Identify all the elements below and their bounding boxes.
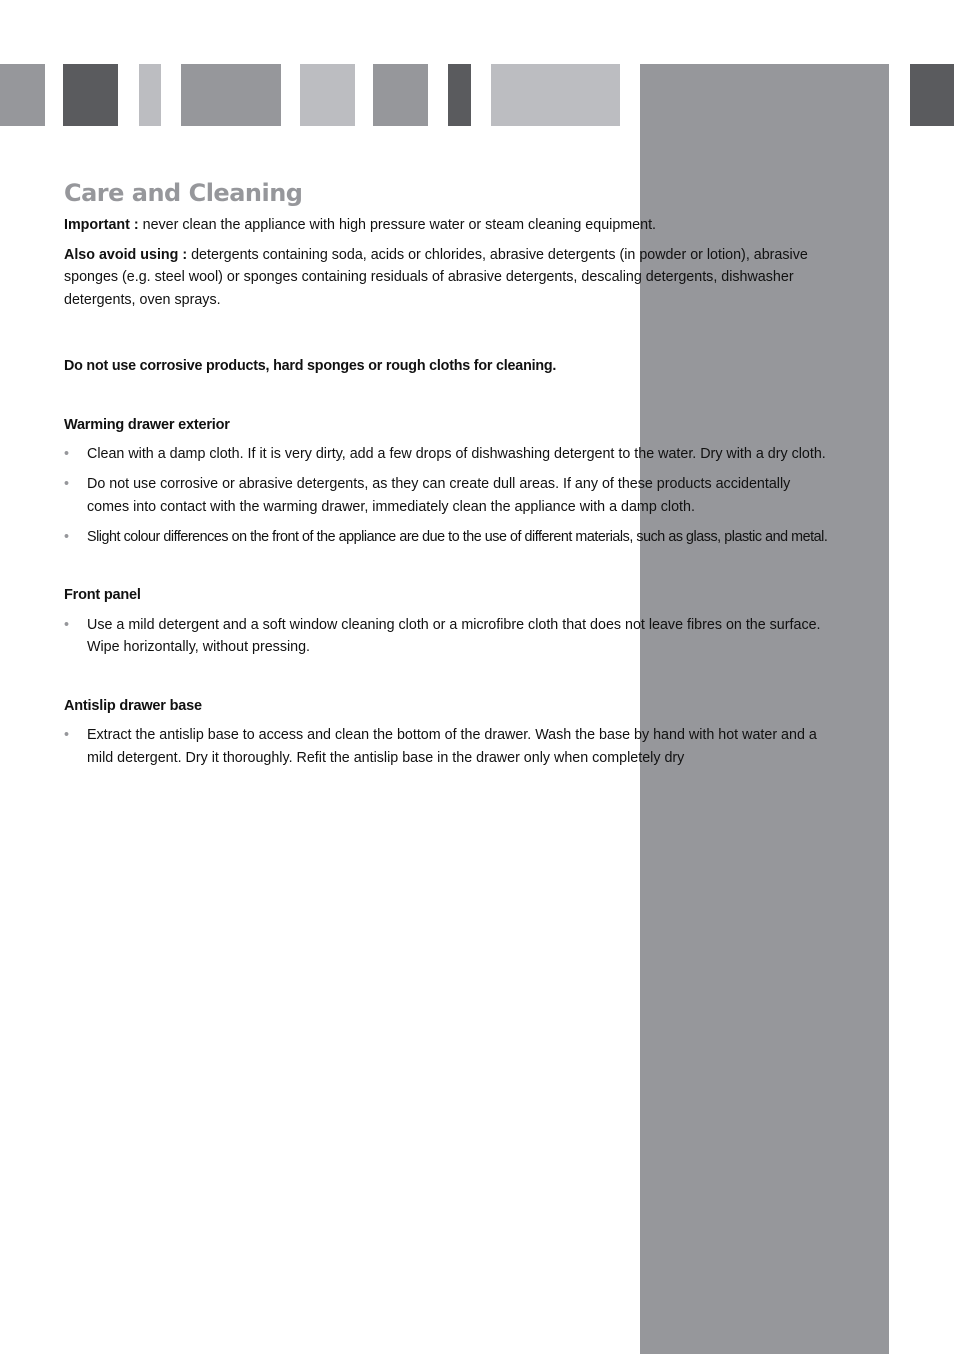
header-block-3	[139, 64, 161, 126]
avoid-text: detergents containing soda, acids or chlorides, abrasive detergents (in powder or lotion), abrasive sponges (e.g. steel wool) or sponges containing residuals of abrasive detergents, descaling detergents, dishwasher detergents, oven sprays.	[64, 246, 808, 308]
important-label: Important :	[64, 217, 139, 233]
page-title: Care and Cleaning	[64, 179, 303, 207]
section-title: Warming drawer exterior	[64, 416, 230, 433]
list-item	[64, 473, 834, 518]
header-block-5	[300, 64, 355, 126]
header-block-6	[373, 64, 428, 126]
warning-text: Do not use corrosive products, hard sponges or rough cloths for cleaning.	[64, 358, 557, 374]
main-content	[64, 178, 834, 777]
avoid-label: Also avoid using :	[64, 246, 188, 263]
bullet-list	[64, 614, 834, 659]
section-title: Front panel	[64, 587, 141, 603]
header-block-7	[448, 64, 471, 126]
list-item-text: Slight colour differences on the front of the appliance are due to the use of different materials, such as glass, plastic and metal.	[87, 528, 828, 545]
bullet-icon: •	[64, 727, 70, 743]
list-item	[64, 614, 834, 659]
list-item-text: Do not use corrosive or abrasive detergents, as they can create dull areas. If any of these products accidentally comes into contact with the warming drawer, immediately clean the appliance with a damp cloth.	[87, 476, 791, 515]
important-note	[64, 214, 834, 237]
bullet-icon: •	[64, 616, 70, 633]
header-block-8	[491, 64, 620, 126]
list-item-text: Clean with a damp cloth. If it is very dirty, add a few drops of dishwashing detergent to the water. Dry with a dry cloth.	[87, 446, 826, 462]
header-block-1	[0, 64, 45, 126]
section-front-panel	[64, 584, 834, 659]
bullet-list	[64, 724, 834, 769]
bullet-icon: •	[64, 446, 70, 462]
header-block-9	[910, 64, 954, 126]
avoid-note	[64, 244, 834, 312]
bullet-list	[64, 443, 834, 548]
list-item	[64, 526, 834, 549]
header-block-2	[63, 64, 118, 126]
bullet-icon: •	[64, 528, 69, 545]
section-title: Antislip drawer base	[64, 697, 202, 714]
list-item-text: Use a mild detergent and a soft window cleaning cloth or a microfibre cloth that does not leave fibres on the surface. Wipe horizontally, without pressing.	[87, 616, 821, 655]
section-antislip-drawer-base	[64, 695, 834, 770]
list-item-text: Extract the antislip base to access and clean the bottom of the drawer. Wash the base by hand with hot water and a mild detergent. Dry it thoroughly. Refit the antislip base in the drawer only when completely dry	[87, 727, 817, 766]
list-item	[64, 724, 834, 769]
section-warming-drawer-exterior	[64, 414, 834, 549]
list-item	[64, 443, 834, 466]
bullet-icon: •	[64, 476, 70, 492]
important-text: never clean the appliance with high pressure water or steam cleaning equipment.	[138, 217, 657, 233]
header-block-4	[181, 64, 281, 126]
